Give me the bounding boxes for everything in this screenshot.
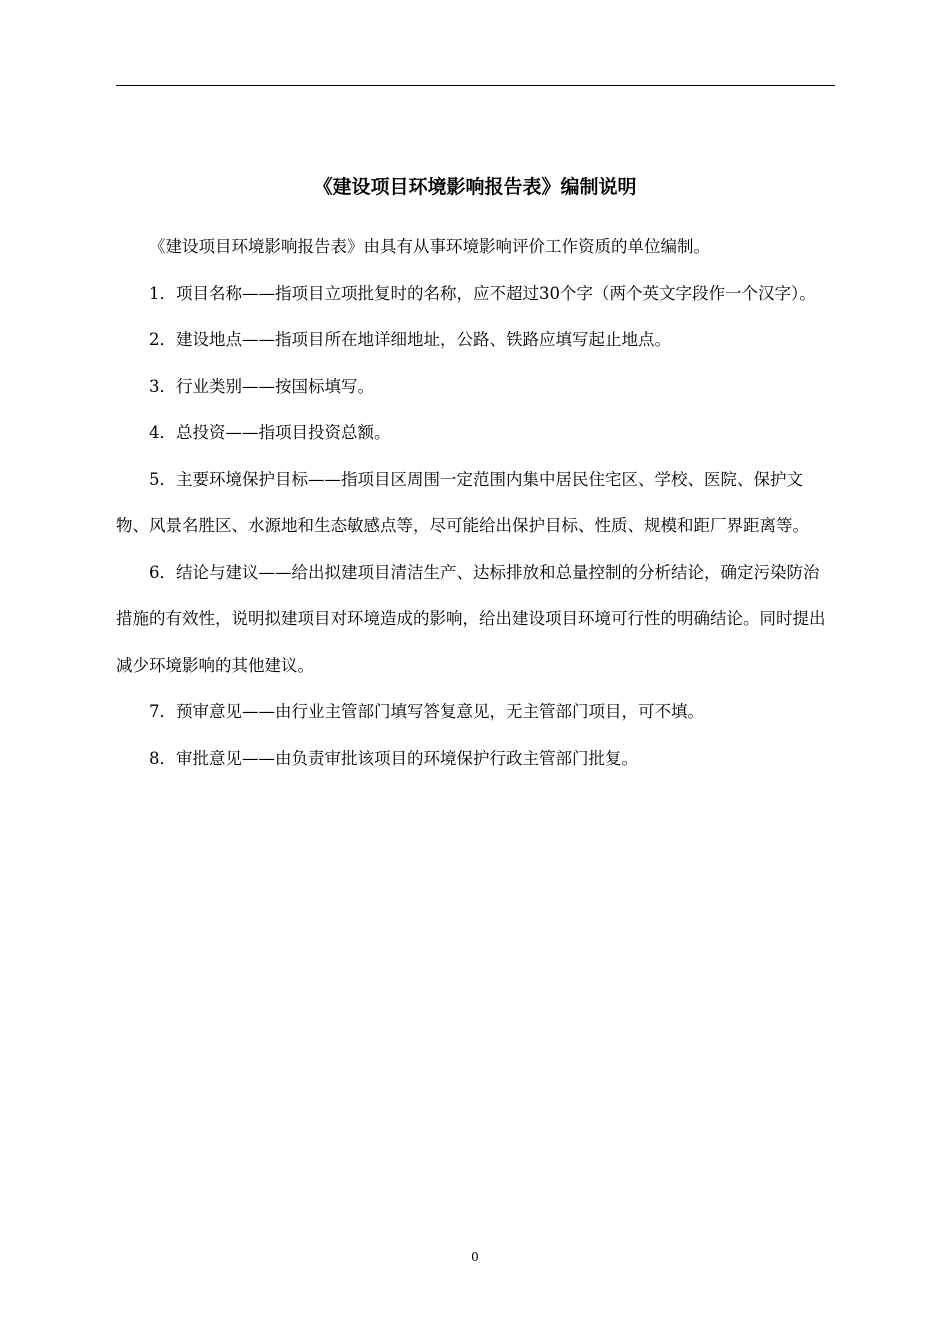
paragraph-item-1-project-name: 1．项目名称——指项目立项批复时的名称，应不超过30个字（两个英文字段作一个汉字）。 <box>149 283 816 303</box>
paragraph-intro: 《建设项目环境影响报告表》由具有从事环境影响评价工作资质的单位编制。 <box>149 237 710 256</box>
header-rule <box>116 85 835 86</box>
paragraph-item-6-conclusions: 6．结论与建议——给出拟建项目清洁生产、达标排放和总量控制的分析结论，确定污染防治措施的有效性，说明拟建项目对环境造成的影响，给出建设项目环境可行性的明确结论。同时提出减少环境影响的其他建议。 <box>116 562 826 675</box>
paragraph-item-8-approval: 8．审批意见——由负责审批该项目的环境保护行政主管部门批复。 <box>149 748 638 768</box>
page-number: 0 <box>471 1250 479 1264</box>
paragraph-item-4-investment: 4．总投资——指项目投资总额。 <box>149 423 391 442</box>
document-title: 《建设项目环境影响报告表》编制说明 <box>313 176 637 198</box>
paragraph-item-7-preliminary-review: 7．预审意见——由行业主管部门填写答复意见，无主管部门项目，可不填。 <box>149 702 704 721</box>
paragraph-item-3-industry: 3．行业类别——按国标填写。 <box>149 376 374 396</box>
paragraph-item-2-location: 2．建设地点——指项目所在地详细地址，公路、铁路应填写起止地点。 <box>149 330 671 349</box>
document-body <box>116 224 835 782</box>
paragraph-item-5-protection-targets: 5．主要环境保护目标——指项目区周围一定范围内集中居民住宅区、学校、医院、保护文物、风景名胜区、水源地和生态敏感点等，尽可能给出保护目标、性质、规模和距厂界距离等。 <box>116 469 809 535</box>
